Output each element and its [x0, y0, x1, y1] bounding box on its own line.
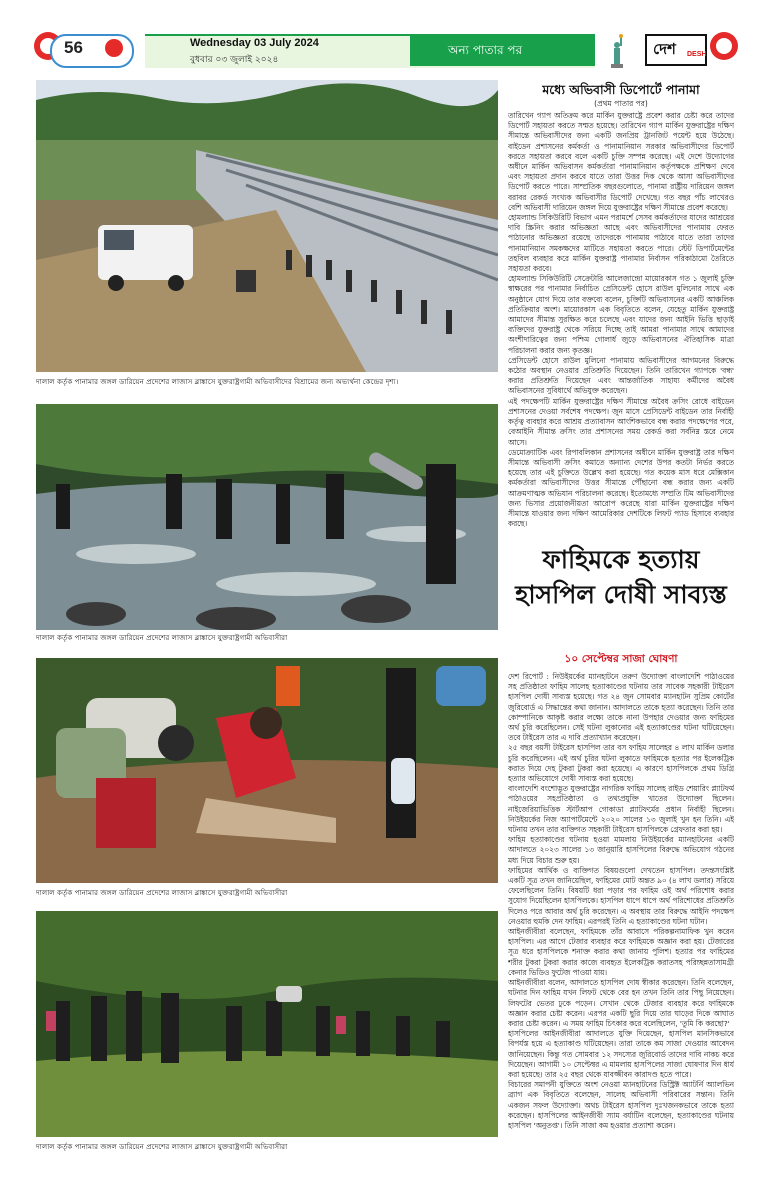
story2-paragraph: বিচারের সমাপনী যুক্তিতে অংশ নেওয়া ম্যানহাটনের ডিস্ট্রিক্ট অ্যাটর্নি অ্যালভিন ব্র্যাগ এক বিবৃতিতে বলেছেন, সালেহ অভিবাসী পরিবারের সন্তান। তিনি একজন সফল উদ্যোক্তা। অথচ টাইরেস হাসপিল দুঃখজনকভাবে তাকে হত্যা করেছেন। হাসপিলের আইনজীবী স্যাম বর্যাটিন বলেছেন, হত্যাকাণ্ডের ঘটনায় হাসপিল 'অনুতপ্ত'। তিনি সাজা কম হওয়ার প্রত্যাশা করেন। [508, 1080, 734, 1130]
date-bangla: বুধবার ০৩ জুলাই ২০২৪ [190, 55, 279, 65]
story1-paragraph: ডেমোক্র্যাটিক এবং রিপাবলিকান প্রশাসনের অধীনে মার্কিন যুক্তরাষ্ট্র তার দক্ষিণ সীমান্তে অভিবাসী ক্রসিং কমাতে অন্যান্য দেশের উপর কতটা নির্ভর করতে হয়েছে তার এই চুক্তিতে উল্লেখ করা হয়েছে। গত কয়েক মাস ধরে মেক্সিকান কর্মকর্তারা অভিবাসীদের উত্তর সীমান্তে পৌঁছানো বন্ধ করার জন্য একটি আক্রমণাত্মক অভিযান পরিচালনা করেছে। ইতোমধ্যে সম্প্রতি টিম অভিবাসীদের জন্য ভিসার প্রয়োজনীয়তা আরোপ করেছে যারা মার্কিন যুক্তরাষ্ট্রের দক্ষিণ সীমান্তে যাওয়ার জন্য দক্ষিণ আমেরিকার দেশটিকে লিফট প্যাড হিসাবে ব্যবহার করছে। [508, 447, 734, 529]
story2-headline: ফাহিমকে হত্যায় হাসপিল দোষী সাব্যস্ত [515, 545, 727, 609]
photo-river-crossing [36, 404, 498, 630]
right-ring-icon [710, 32, 738, 60]
photo-caption: দালাল কর্তৃক পানামার জঙ্গল ডারিয়েন প্রদেশের লাজাস ব্লাঙ্কাসে যুক্তরাষ্ট্রগামী অভিবাসীদের বিশ্রামের জন্য অভ্যর্থনা কেন্দ্রের দৃশ্য। [36, 377, 399, 386]
photo-caption: দালাল কর্তৃক পানামার জঙ্গল ডারিয়েন প্রদেশের লাজাস ব্লাঙ্কাসে যুক্তরাষ্ট্রগামী অভিবাসীরা [36, 1142, 288, 1151]
story1-body [508, 111, 734, 531]
story2-paragraph: আইনজীবীরা বলেছেন, ফাহিমকে তাঁর আবাসে পরিকল্পনামাফিক খুন করেন হাসপিল। এর আগে টেজার ব্যবহার করে ফাহিমকে অজ্ঞান করা হয়। টেজারের সূত্র ধরে হাসপিলকে শনাক্ত করার কথা জানায় পুলিশ। হত্যার পর ফাহিমের শরীর টুকরা টুকরা করার কাজে ব্যবহৃত ইলেকট্রিক করাতসহ পরিচ্ছন্নতাসামগ্রী কেনার ভিডিও ফুটেজ পাওয়া যায়। [508, 927, 734, 977]
story2-subheadline: ১০ সেপ্টেম্বর সাজা ঘোষণা [564, 653, 678, 665]
statue-of-liberty-icon [603, 34, 631, 68]
section-label: অন্য পাতার পর [410, 34, 595, 66]
photo-caption: দালাল কর্তৃক পানামার জঙ্গল ডারিয়েন প্রদেশের লাজাস ব্লাঙ্কাসে যুক্তরাষ্ট্রগামী অভিবাসীরা [36, 633, 288, 642]
story1-paragraph: হোমল্যান্ড সিকিউরিটি সেক্রেটারি আলেজান্দ্রো মায়োরকাস গত ১ জুলাই চুক্তি স্বাক্ষরের পর পানামার নির্বাচিত প্রেসিডেন্ট হোসে রাউল মুলিনোর সাথে এক অনুষ্ঠানে যোগ দিয়ে তার বক্তব্যে বলেন, চুক্তিটি অভিবাসনের একটি আঞ্চলিক প্রতিক্রিয়ার অংশ। মায়োরকাস এক বিবৃতিতে বলেন, যেহেতু মার্কিন যুক্তরাষ্ট্র আমাদের সীমান্ত সুরক্ষিত করে চলেছে এবং যাদের জন্য আইনি ভিত্তি ছাড়াই ব্যক্তিদের যুক্তরাষ্ট্র থেকে সরিয়ে দিচ্ছে তাই আমরা পানামার সাথে আমাদের অংশীদারিত্বের জন্য পশ্চিম গোলার্ধ জুড়ে অভিবাসনের ঐতিহাসিক মাত্রা পরিচালনা করার জন্য কৃতজ্ঞ। [508, 274, 734, 355]
desh-logo [645, 34, 707, 66]
story2-paragraph: আইনজীবীরা বলেন, আদালতে হাসপিল দোষ স্বীকার করেছেন। তিনি বলেছেন, ঘটনার দিন ফাহিম যখন লিফট থেকে বের হন তখন তিনি তার পিছু নিয়েছেন। লিফটের ভেতর ঢুকে পড়েন। সেখান থেকে টেজার ব্যবহার করে ফাহিমকে অজ্ঞান করার চেষ্টা করেন। এরপর একটি ছুরি দিয়ে তার ঘাড়ের দিকে আঘাত করার চেষ্টা করেন। এ সময় ফাহিম চিৎকার করে বলেছিলেন, 'তুমি কি করছো?' [508, 978, 734, 1028]
story1-paragraph: এই পদক্ষেপটি মার্কিন যুক্তরাষ্ট্রের দক্ষিণ সীমান্তে অবৈধ ক্রসিং রোধে বাইডেন প্রশাসনের দেওয়া সর্বশেষ পদক্ষেপ। জুন মাসে প্রেসিডেন্ট বাইডেন তার নির্বাহী কর্তৃত্ব ব্যবহার করে আশ্রয় প্রত্যাবাসন আংশিকভাবে বন্ধ করার পদক্ষেপের পরে, বেআইনি সীমান্ত ক্রসিং তার প্রশাসনের সময় রেকর্ড করা সর্বনিম্ন স্তরে নেমে আসে। [508, 396, 734, 447]
logo-english-text: DESH [687, 51, 707, 58]
photo-migrants-walking [36, 911, 498, 1137]
story1-headline: মধ্যে অভিবাসী ডিপোর্টে পানামা [542, 82, 700, 97]
story1-continuation: (প্রথম পাতার পর) [594, 99, 648, 108]
page-header [0, 0, 770, 72]
logo-bangla-text: দেশ [653, 40, 676, 58]
story2-paragraph: ফাহিম হত্যাকাণ্ডের ঘটনায় হওয়া মামলায় নিউইয়র্কের ম্যানহাটনের একটি আদালতে ২০২৩ সালের ১৩ জানুয়ারি হাসপিলের বিরুদ্ধে অভিযোগ গঠনের মধ্য দিয়ে বিচার শুরু হয়। [508, 835, 734, 865]
photo-reception-camp [36, 80, 498, 372]
story2-paragraph: বাংলাদেশি বংশোদ্ভূত যুক্তরাষ্ট্রের নাগরিক ফাহিম সালেহ রাইড শেয়ারিং প্ল্যাটফর্ম পাঠাওয়ের সহপ্রতিষ্ঠাতা ও তথ্যপ্রযুক্তি খাতের উদ্যোক্তা ছিলেন। নাইজেরিয়াভিত্তিক স্টার্টআপ গোকাডা প্ল্যাটফর্মের প্রধান নির্বাহী ছিলেন। নিউইয়র্কের নিজ অ্যাপার্টমেন্টে ২০২০ সালের ১৩ জুলাই খুন হন তিনি। এই ঘটনায় তখন তার ব্যক্তিগত সহকারী টাইরেস হাসপিলকে গ্রেফতার করা হয়। [508, 784, 734, 835]
story2-paragraph: দেশ রিপোর্ট : নিউইয়র্কের ম্যানহাটনে তরুণ উদ্যোক্তা বাংলাদেশি পাঠাওয়ের সহ প্রতিষ্ঠাতা ফাহিম সালেহ হত্যাকাণ্ডের ঘটনায় তার সাবেক সহকারী টাইরেস হাসপিল দোষী সাব্যস্ত হয়েছে। গত ২৪ জুন সোমবার ম্যানহাটন সুপ্রিম কোর্টের জুরিবোর্ড এ সিদ্ধান্তের কথা জানান। আদালতে তাকে হত্যা করেছেন। তিনি তার কোম্পানিকে আকৃষ্ট করার লক্ষ্যে তাকে নানা উপহার দেওয়ার জন্য ফাহিমের অর্থ চুরি করেছিলেন। সেই ঘটনা লুকানোর এই হত্যাকাণ্ডের ঘটনা ঘটিয়েছেন। তবে টাইরেস তার এ দাবি প্রত্যাখ্যান করেছেন। [508, 672, 734, 743]
page-number: 56 [64, 38, 83, 57]
photo-caption: দালাল কর্তৃক পানামার জঙ্গল ডারিয়েন প্রদেশের লাজাস ব্লাঙ্কাসে যুক্তরাষ্ট্রগামী অভিবাসীরা [36, 888, 288, 897]
story1-paragraph: প্রেসিডেন্ট হোসে রাউল মুলিনো পানামায় অভিবাসীদের আগমনের বিরুদ্ধে কঠোর অবস্থান নেওয়ার প্রতিশ্রুতি দিয়েছেন। তিনি তারিখেন গ্যাপকে 'বন্ধ' করার প্রতিশ্রুতি দিয়েছেন এবং আন্তর্জাতিক সাহায্য কর্মীদের অবৈধ অভিবাসনের সুবিধার্থে অভিযুক্ত করেছেন। [508, 355, 734, 396]
story2-body [508, 672, 734, 1160]
story2-paragraph: ২৫ বছর বয়সী টাইরেস হাসপিল তার বস ফাহিম সালেহর ৪ লাখ মার্কিন ডলার চুরি করেছিলেন। এই অর্থ চুরির ঘটনা লুকাতে ফাহিমকে হত্যার পর ইলেকট্রিক করাত দিয়ে দেহ টুকরা টুকরা করা হয়েছে। এ কারণে হাসপিলকে প্রথম ডিগ্রি হত্যার অভিযোগে দোষী সাব্যস্ত করা হয়েছে। [508, 743, 734, 784]
story1-paragraph: হোমল্যান্ড সিকিউরিটি বিভাগ এমন পরামর্শে সেসব কর্মকর্তাদের যাদের আশ্রয়ের দাবি স্ক্রিনিং করার অভিজ্ঞতা আছে এবং অভিবাসীদের পানামায় ফেরত পাঠানোর অভিজ্ঞতা রয়েছে তাদেরকে পানামায় পাঠাবে যাতে তারা তাদের পানামানিয়ান সমকক্ষদের মাটিতে সহায়তা করতে পারে। স্টেট ডিপার্টমেন্টের তহবিল ব্যবহার করে মার্কিন যুক্তরাষ্ট্র পানামার নির্বাসন পরিকাঠামো তৈরিতে সহায়তা করবে। [508, 213, 734, 274]
story1-paragraph: তারিখেন গ্যাপ অতিক্রম করে মার্কিন যুক্তরাষ্ট্রে প্রবেশ করার চেষ্টা করে তাদের ডিপোর্ট সহায়তা করতে সম্মত হয়েছে। তারিখেন গ্যাপ মার্কিন যুক্তরাষ্ট্রের দক্ষিণ সীমান্তে অভিবাসীদের জন্য একটি জনপ্রিয় ট্রানজিট পয়েন্ট হয়ে উঠেছে। বাইডেন প্রশাসনের কর্মকর্তা ও পানামানিয়ান সরকার অভিবাসীদের ডিপোর্ট করতে সহায়তা করবে বলে একটি চুক্তি সম্পন্ন করেছে। এই দেশে উদ্যোগের অধীনে মার্কিন অভিবাসন কর্মকর্তারা পানামানিয়ান কর্তৃপক্ষকে প্রশিক্ষণ দেবে এবং সহায়তা প্রদান করবে যাতে তারা উত্তর দিক থেকে আসা অভিবাসীদের ডিপোর্ট করতে পারে। সাম্প্রতিক বছরগুলোতে, পানামা রাষ্ট্রীয় দারিয়েন জঙ্গল বরাবর রেকর্ড সংখ্যক অভিবাসীর ডিপোর্ট দেখেছে। গত বছর পাঁচ লাখেরও বেশি অভিবাসী দারিয়েন জঙ্গল দিয়ে যুক্তরাষ্ট্রের দক্ষিণ সীমান্তে প্রবেশ করেছে। [508, 111, 734, 212]
story2-paragraph: ফাহিমের আর্থিক ও ব্যক্তিগত বিষয়গুলো দেখতেন হাসপিল। তদন্তসংশ্লিষ্ট একটি সূত্র তখন জানিয়েছিল, ফাহিমের মোট অন্তত ৯০ (৪ লাখ ডলার) সরিয়ে ফেলেছিলেন তিনি। বিষয়টি ধরা পড়ার পর ফাহিম ওই অর্থ পরিশোধ করার সুযোগ দিয়েছিলেন হাসপিলকে। হাসপিল ধাপে ধাপে অর্থ পরিশোধের প্রতিশ্রুতি দিলেও পরে আবার অর্থ চুরি করেছেন। এ অবস্থায় তার বিরুদ্ধে আইনি পদক্ষেপ নেওয়ার হুমকি দেন ফাহিম। এরপরই তিনি এ হত্যাকাণ্ডের ঘটনা ঘটান। [508, 865, 734, 926]
date-english: Wednesday 03 July 2024 [190, 37, 319, 49]
story2-paragraph: হাসপিলের আইনজীবীরা আদালতে যুক্তি দিয়েছেন, হাসপিল মানসিকভাবে বিপর্যস্ত হয়ে এ হত্যাকাণ্ড ঘটিয়েছেন। তারা তাকে কম সাজা দেওয়ার আবেদন জানিয়েছেন। কিন্তু গত সোমবার ১২ সদস্যের জুরিবোর্ড তাদের দাবি নাকচ করে দিয়েছেন। আগামী ১০ সেপ্টেম্বর এ মামলায় হাসপিলের সাজা ঘোষণার দিন ধার্য করা হয়েছে। তার ২৫ বছর থেকে যাবজ্জীবন কারাদণ্ড হতে পারে। [508, 1029, 734, 1079]
photo-resting-migrants [36, 658, 498, 883]
page-marker-icon [105, 39, 123, 57]
